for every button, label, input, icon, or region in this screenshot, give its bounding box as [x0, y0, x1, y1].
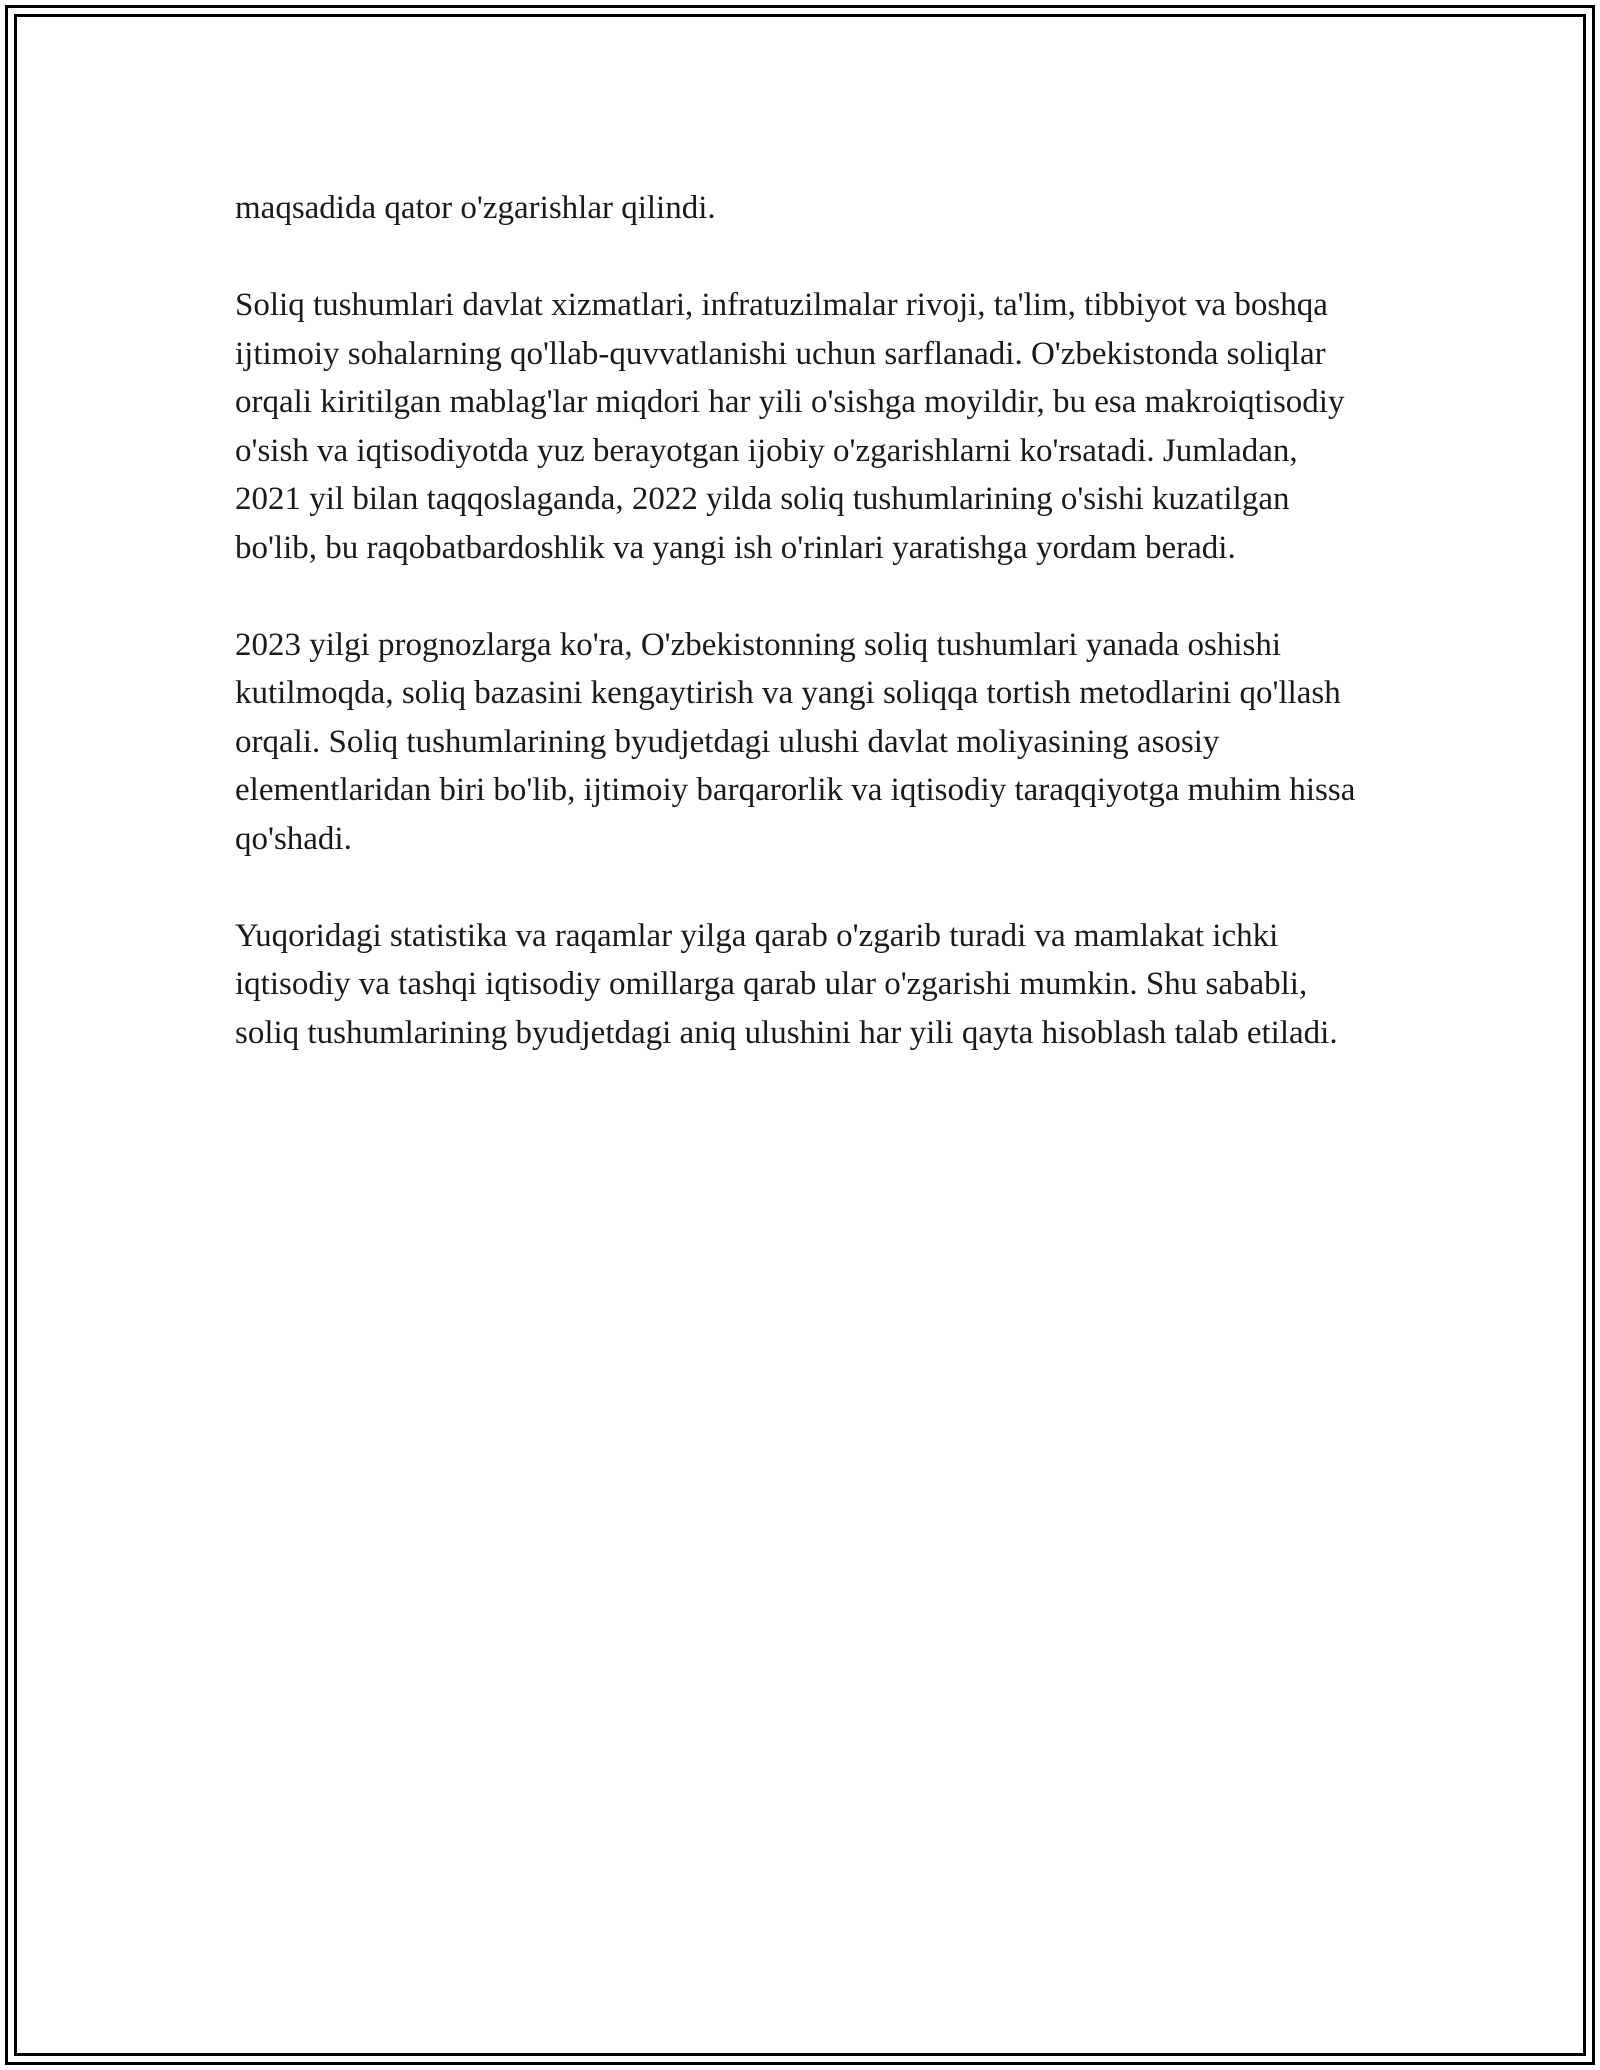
paragraph-1: maqsadida qator o'zgarishlar qilindi.: [235, 190, 716, 226]
paragraph-4: Yuqoridagi statistika va raqamlar yilga qarab o'zgarib turadi va mamlakat ichki iqtisodiy va tashqi iqtisodiy omillarga qarab ular o'zgarishi mumkin. Shu sababli, soliq tushumlarining byudjetdagi aniq ulushini har yili qayta hisoblash talab etiladi.: [235, 917, 1338, 1051]
document-body: [235, 184, 1365, 1106]
paragraph-2: Soliq tushumlari davlat xizmatlari, infratuzilmalar rivoji, ta'lim, tibbiyot va boshqa ijtimoiy sohalarning qo'llab-quvvatlanishi uchun sarflanadi. O'zbekistonda soliqlar orqali kiritilgan mablag'lar miqdori har yili o'sishga moyildir, bu esa makroiqtisodiy o'sish va iqtisodiyotda yuz berayotgan ijobiy o'zgarishlarni ko'rsatadi. Jumladan, 2021 yil bilan taqqoslaganda, 2022 yilda soliq tushumlarining o'sishi kuzatilgan bo'lib, bu raqobatbardoshlik va yangi ish o'rinlari yaratishga yordam beradi.: [235, 287, 1345, 566]
paragraph-3: 2023 yilgi prognozlarga ko'ra, O'zbekistonning soliq tushumlari yanada oshishi kutilmoqda, soliq bazasini kengaytirish va yangi soliqqa tortish metodlarini qo'llash orqali. Soliq tushumlarining byudjetdagi ulushi davlat moliyasining asosiy elementlaridan biri bo'lib, ijtimoiy barqarorlik va iqtisodiy taraqqiyotga muhim hissa qo'shadi.: [235, 626, 1356, 857]
